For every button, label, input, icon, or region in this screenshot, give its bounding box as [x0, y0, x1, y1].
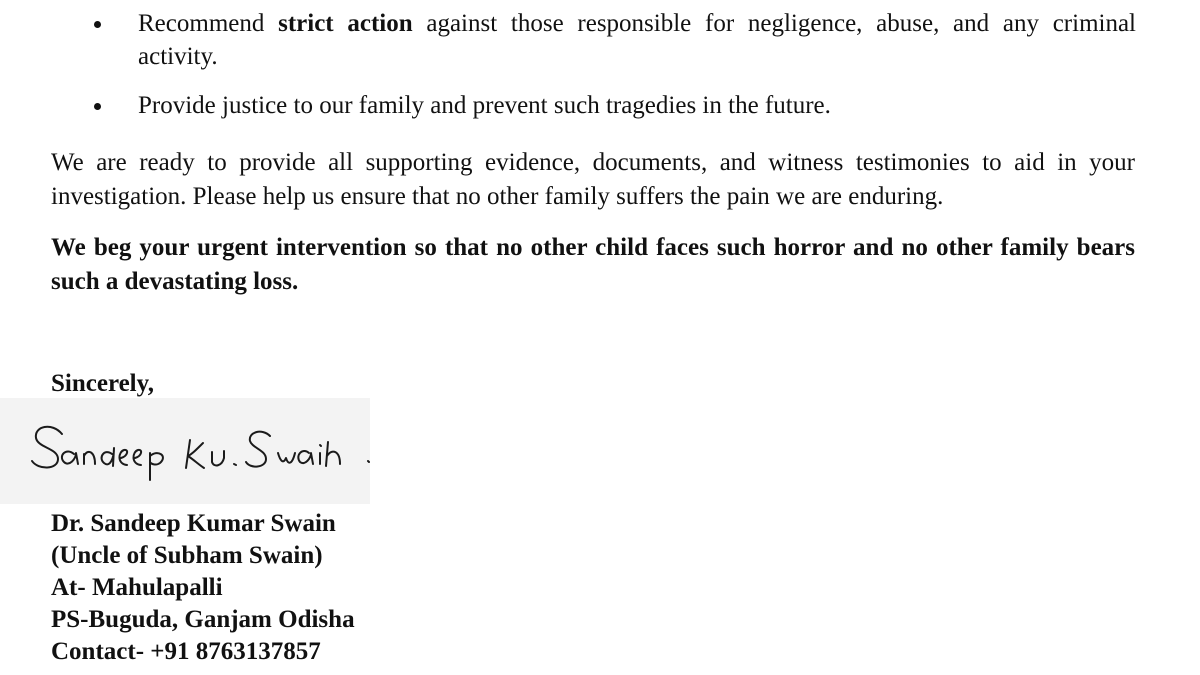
evidence-paragraph: We are ready to provide all supporting evidence, documents, and witness testimonies to aid in your investigation. Please help us ensure that no other family suffers the pain we are enduring. — [51, 149, 1135, 210]
bullet-icon — [94, 21, 101, 28]
sender-address-line-1: At- Mahulapalli — [51, 574, 223, 601]
sender-relation: (Uncle of Subham Swain) — [51, 542, 323, 569]
closing-salutation: Sincerely, — [51, 370, 155, 397]
bullet-text-after: against those responsible for negligence, abuse, and any criminal activity. — [138, 10, 1137, 70]
bullet-item-justice — [0, 89, 1136, 122]
sender-details — [51, 508, 355, 668]
handwritten-signature — [0, 398, 370, 504]
plea-paragraph: We beg your urgent intervention so that no other child faces such horror and no other family bears such a devastating loss. — [51, 234, 1135, 295]
bullet-text: Provide justice to our family and prevent such tragedies in the future. — [138, 92, 831, 119]
bullet-text-before: Recommend — [138, 10, 279, 37]
signature-image — [0, 398, 370, 504]
sender-contact: Contact- +91 8763137857 — [51, 638, 321, 665]
sender-address-line-2: PS-Buguda, Ganjam Odisha — [51, 606, 355, 633]
bullet-item-strict-action — [0, 7, 1136, 73]
request-bullet-list — [0, 7, 1200, 122]
bullet-icon — [94, 103, 101, 110]
sender-name: Dr. Sandeep Kumar Swain — [51, 510, 336, 537]
bullet-text-bold: strict action — [278, 10, 413, 37]
